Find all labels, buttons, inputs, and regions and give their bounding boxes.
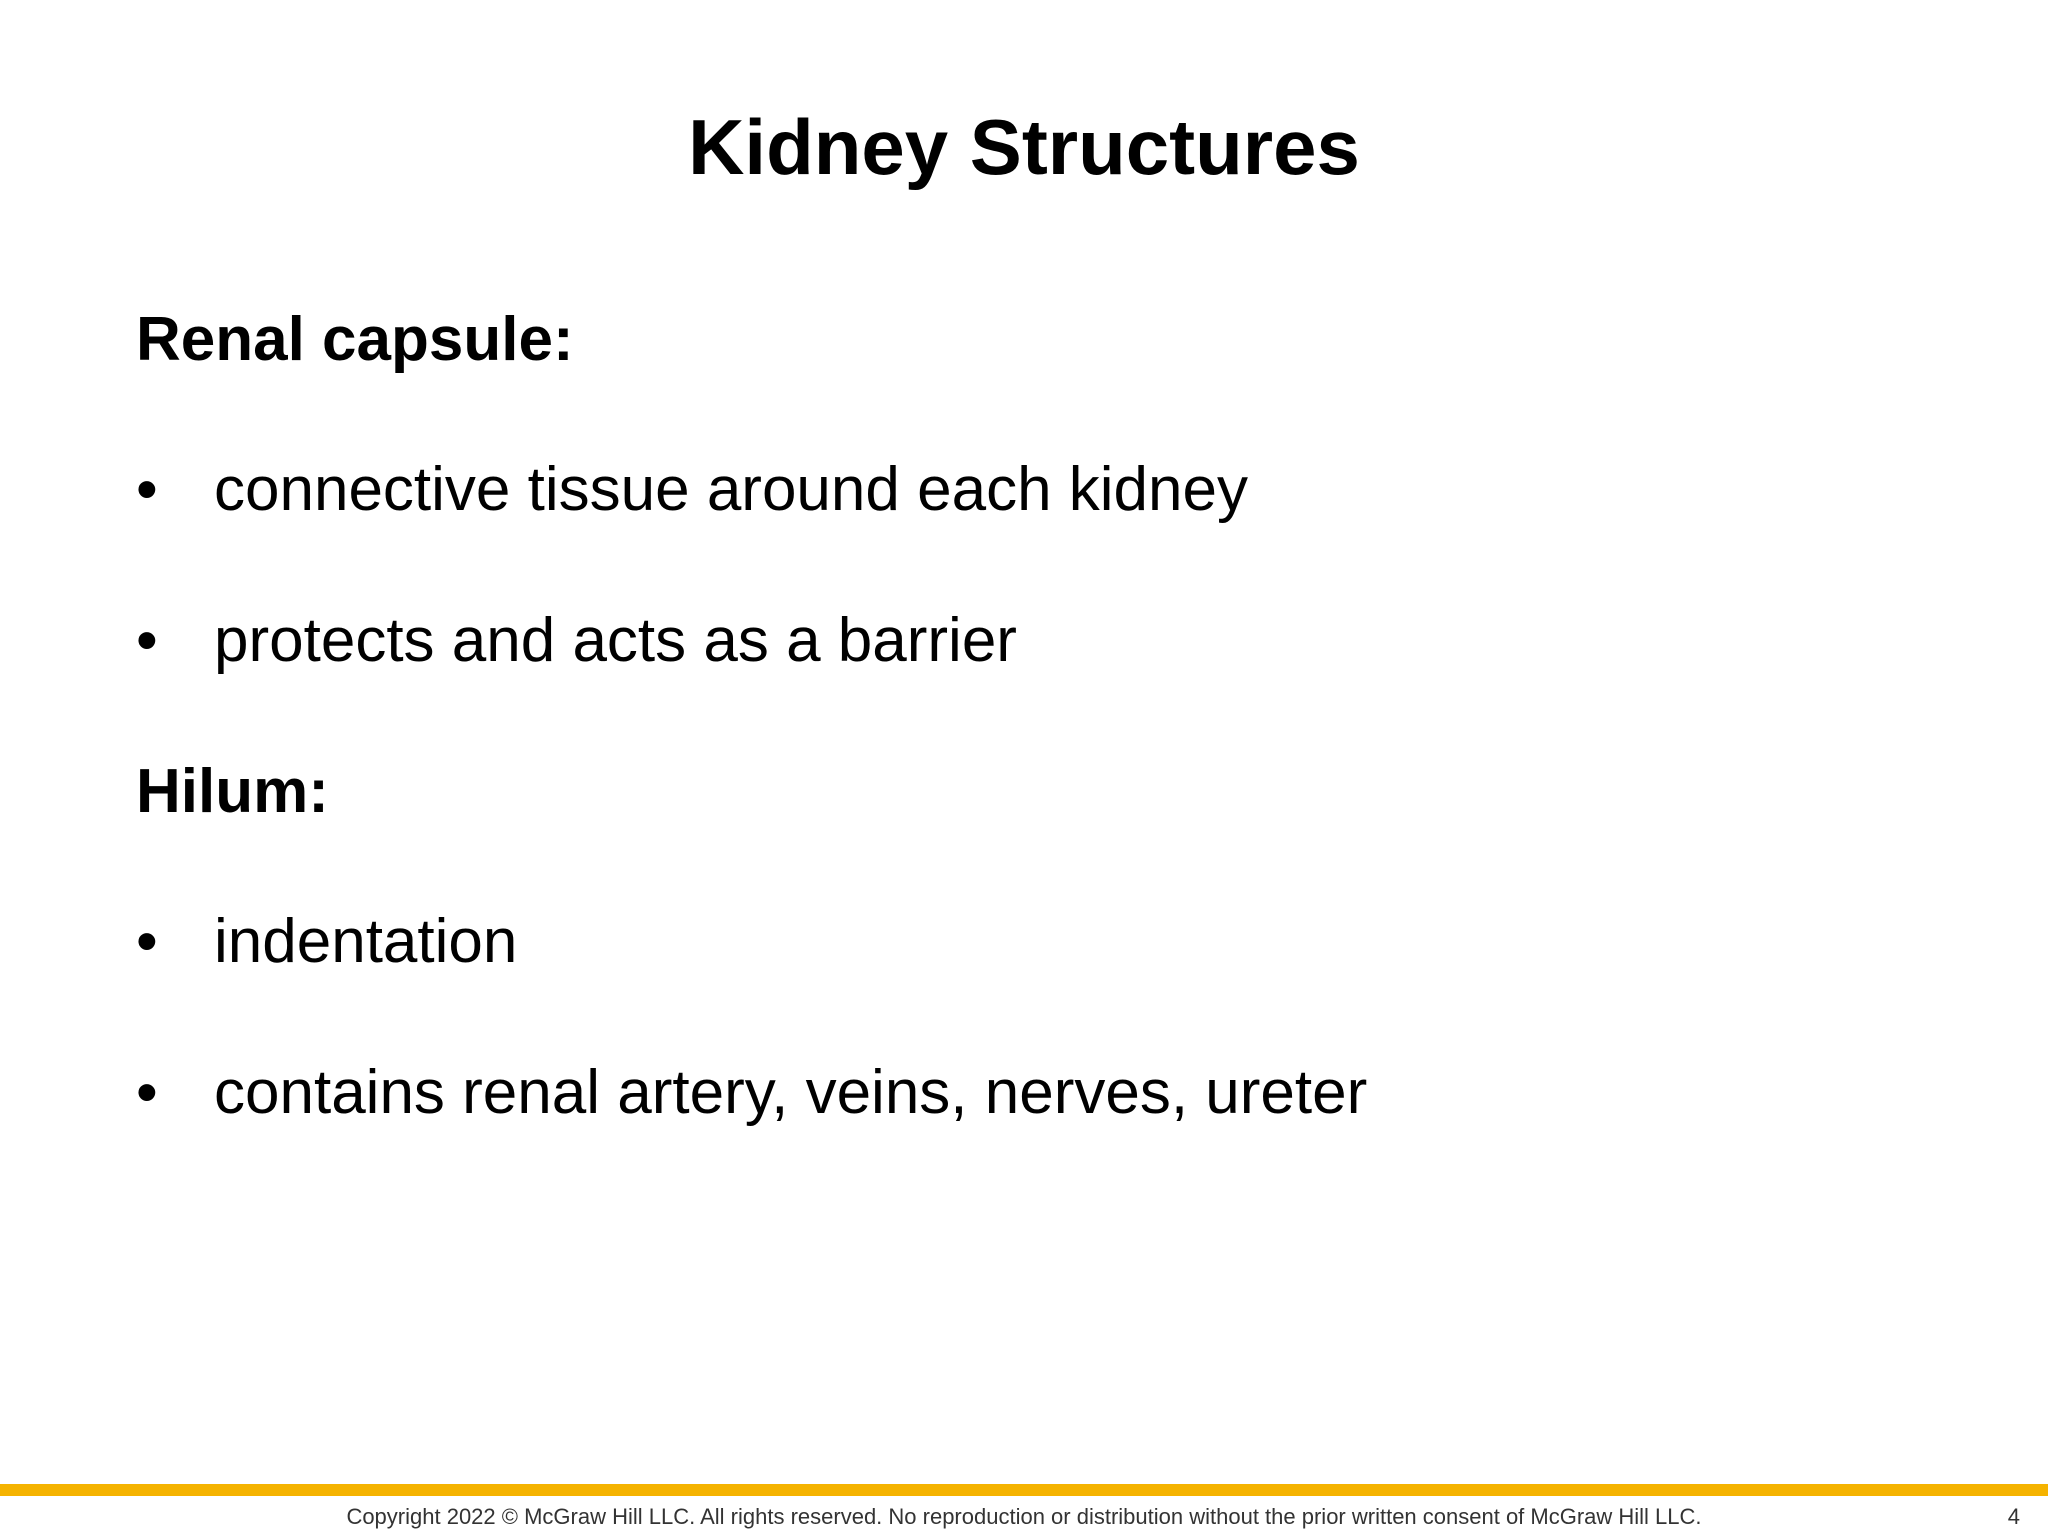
bullet-item: [136, 904, 517, 979]
section-heading-hilum: Hilum:: [136, 757, 329, 826]
bullet-icon: •: [136, 455, 158, 524]
bullet-item: [136, 1055, 1367, 1130]
bullet-text: contains renal artery, veins, nerves, ureter: [214, 1058, 1368, 1127]
bullet-text: connective tissue around each kidney: [214, 455, 1248, 524]
footer-copyright: Copyright 2022 © McGraw Hill LLC. All rights reserved. No reproduction or distribution without the prior written consent of McGraw Hill LLC.: [346, 1504, 1702, 1529]
bullet-text: protects and acts as a barrier: [214, 606, 1017, 675]
bullet-text: indentation: [214, 907, 518, 976]
footer-accent-bar: [0, 1484, 2048, 1496]
bullet-icon: •: [136, 907, 158, 976]
bullet-icon: •: [136, 606, 158, 675]
bullet-item: [136, 603, 1017, 678]
page-number: 4: [2007, 1504, 2020, 1529]
bullet-item: [136, 452, 1248, 527]
slide-title: Kidney Structures: [688, 103, 1360, 191]
section-heading-renal-capsule: Renal capsule:: [136, 305, 574, 374]
bullet-icon: •: [136, 1058, 158, 1127]
